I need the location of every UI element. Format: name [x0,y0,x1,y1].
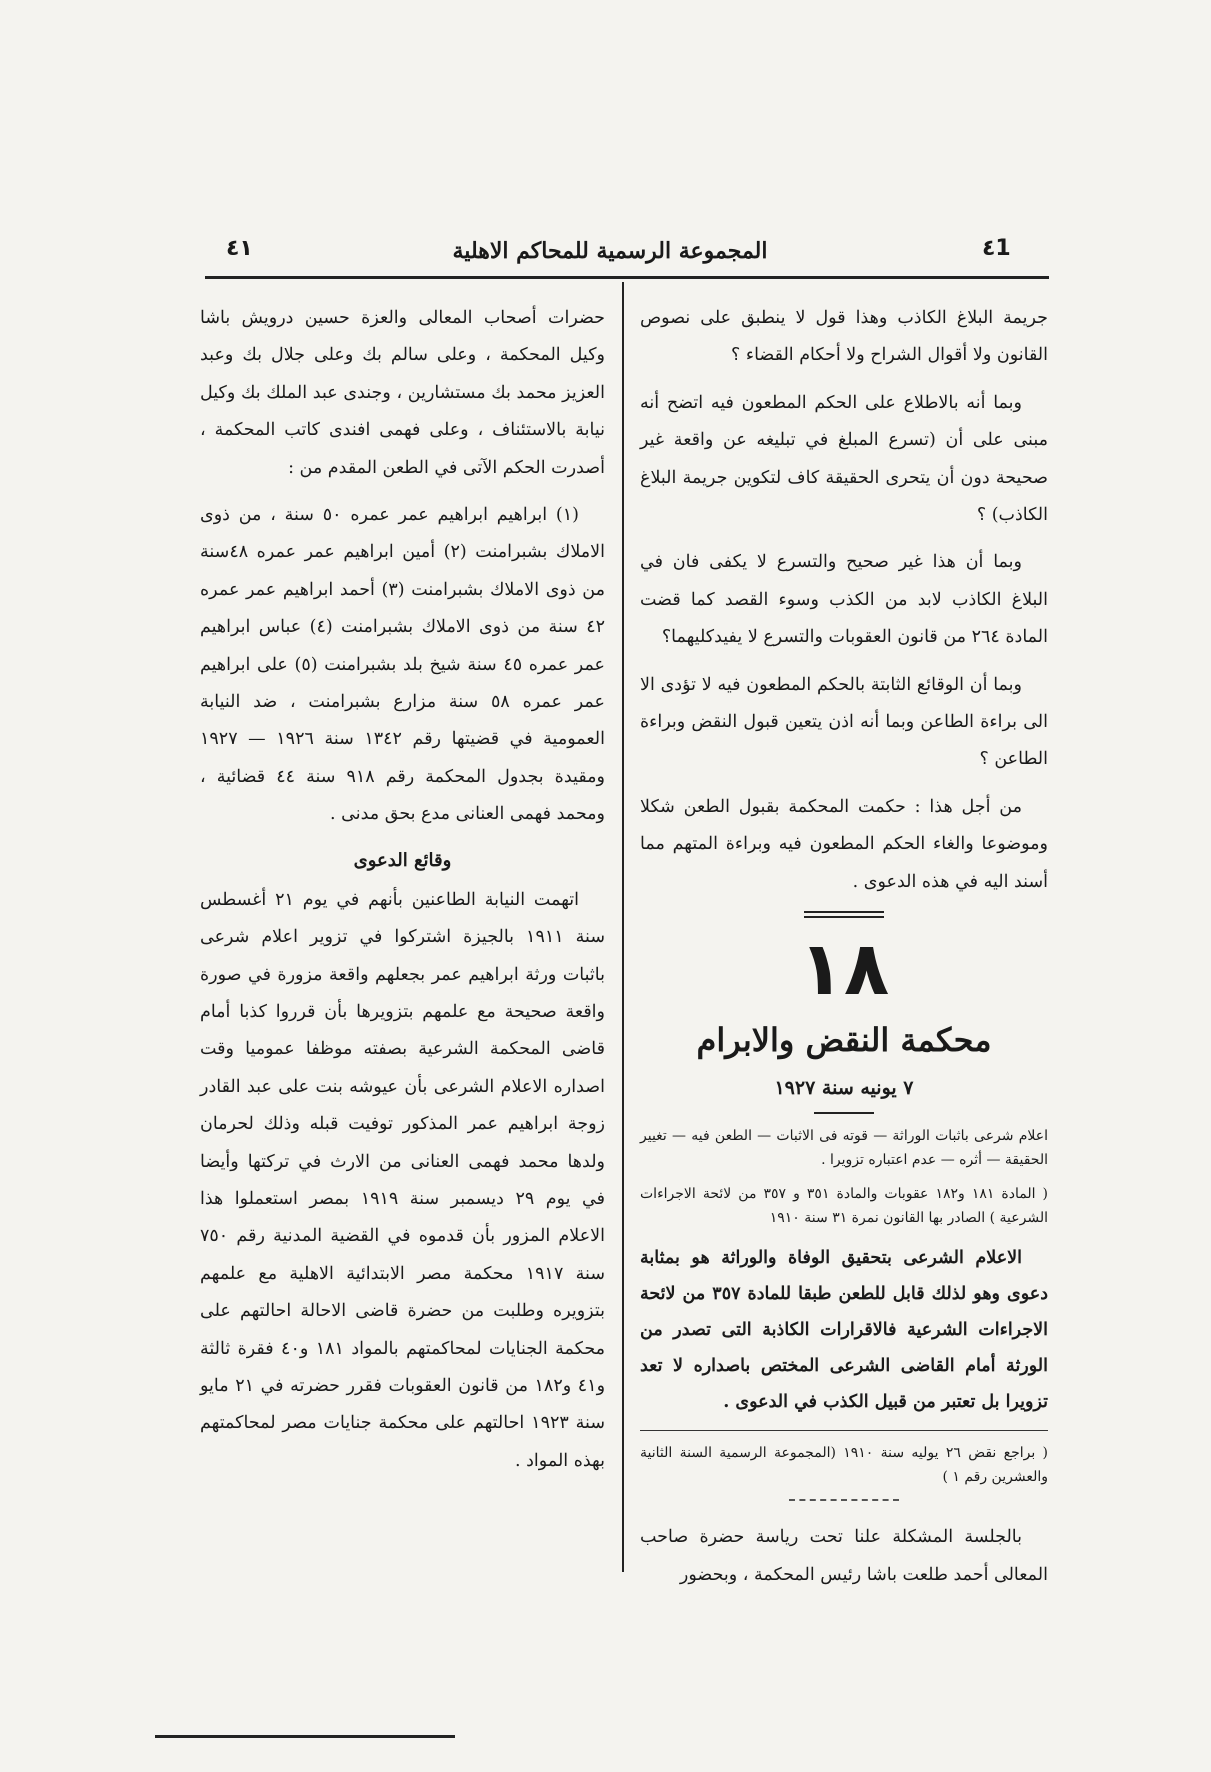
page-number-left: ٤١ [226,236,253,261]
court-name: محكمة النقض والابرام [696,1021,992,1060]
short-rule [814,1112,874,1114]
cross-reference: ( براجع نقض ٢٦ يوليه سنة ١٩١٠ (المجموعة الرسمية السنة الثانية والعشرين رقم ١ ) [640,1445,1049,1486]
keywords: اعلام شرعى باثبات الوراثة — قوته فى الاثبات — الطعن فيه — تغيير الحقيقة — أثره — عدم اعتباره تزويرا . [640,1128,1048,1169]
note-rule [640,1430,1048,1431]
case-number: ١٨ [798,926,890,1013]
section-title: وقائع الدعوى [353,849,452,871]
column-divider [622,282,624,1572]
paragraph: (١) ابراهيم ابراهيم عمر عمره ٥٠ سنة ، من ذوى الاملاك بشبرامنت (٢) أمين ابراهيم عمر عمره ٤٨سنة من ذوى الاملاك بشبرامنت (٣) أحمد ابراهيم عمر عمره ٤٢ سنة من ذوى الاملاك بشبرامنت (٤) عباس ابراهيم عمر عمره ٤٥ سنة شيخ بلد بشبرامنت (٥) على ابراهيم عمر عمره ٥٨ سنة مزارع بشبرامنت ، ضد النيابة العمومية في قضيتها رقم ١٣٤٢ سنة ١٩٢٦ — ١٩٢٧ ومقيدة بجدول المحكمة رقم ٩١٨ سنة ٤٤ قضائية ، ومحمد فهمى العنانى مدع بحق مدنى . [200,505,606,825]
law-references: ( المادة ١٨١ و١٨٢ عقوبات والمادة ٣٥١ و ٣٥٧ من لائحة الاجراءات الشرعية ) الصادر بها القانون نمرة ٣١ سنة ١٩١٠ [640,1186,1048,1227]
paragraph: جريمة البلاغ الكاذب وهذا قول لا ينطبق على نصوص القانون ولا أقوال الشراح ولا أحكام القضاء ؟ [640,308,1048,366]
case-date: ٧ يونيه سنة ١٩٢٧ [774,1077,914,1100]
header-rule [205,276,1049,279]
paragraph: وبما أنه بالاطلاع على الحكم المطعون فيه اتضح أنه مبنى على أن (تسرع المبلغ في تبليغه عن واقعة غير صحيحة دون أن يتحرى الحقيقة كاف لتكوين جريمة البلاغ الكاذب) ؟ [640,392,1048,526]
right-column [640,300,1048,1604]
verdict-paragraph: من أجل هذا : حكمت المحكمة بقبول الطعن شكلا وموضوعا والغاء الحكم المطعون فيه وبراءة المتهم مما أسند اليه في هذه الدعوى . [640,796,1048,892]
page-number-right: ٤1 [982,236,1011,261]
left-column [200,300,605,1490]
paragraph: وبما أن الوقائع الثابتة بالحكم المطعون فيه لا تؤدى الا الى براءة الطاعن وبما أنه اذن يتعين قبول النقض وبراءة الطاعن ؟ [640,674,1048,770]
session-intro: بالجلسة المشكلة علنا تحت رياسة حضرة صاحب المعالى أحمد طلعت باشا رئيس المحكمة ، وبحضور [640,1527,1048,1585]
double-rule [804,911,884,918]
legal-principle: الاعلام الشرعى بتحقيق الوفاة والوراثة هو بمثابة دعوى وهو لذلك قابل للطعن طبقا للمادة ٣٥٧ من لائحة الاجراءات الشرعية فالاقرارات الكاذبة التى تصدر من الورثة أمام القاضى الشرعى المختص باصداره لا تعد تزويرا بل تعتبر من قبيل الكذب في الدعوى . [640,1248,1048,1413]
dashed-rule [789,1499,899,1501]
paragraph: حضرات أصحاب المعالى والعزة حسين درويش باشا وكيل المحكمة ، وعلى سالم بك وعلى جلال بك وعبد العزيز محمد بك مستشارين ، وجندى عبد الملك بك وكيل نيابة بالاستئناف ، وعلى فهمى افندى كاتب المحكمة ، أصدرت الحكم الآتى في الطعن المقدم من : [200,308,605,478]
paragraph: اتهمت النيابة الطاعنين بأنهم في يوم ٢١ أغسطس سنة ١٩١١ بالجيزة اشتركوا في تزوير اعلام شرعى باثبات ورثة ابراهيم عمر بجعلهم واقعة مزورة في صورة واقعة صحيحة مع علمهم بتزويرها بأن قرروا كذبا أمام قاضى المحكمة الشرعية بصفته موظفا عموميا وقت اصداره الاعلام الشرعى بأن عيوشه بنت على عبد القادر زوجة ابراهيم عمر المذكور توفيت قبله وذلك لحرمان ولدها محمد فهمى العنانى من الارث في تركتها وأيضا في يوم ٢٩ ديسمبر سنة ١٩١٩ بمصر استعملوا هذا الاعلام المزور بأن قدموه في القضية المدنية رقم ٧٥٠ سنة ١٩١٧ محكمة مصر الابتدائية الاهلية مع علمهم بتزويره وطلبت من حضرة قاضى الاحالة احالتهم على محكمة الجنايات لمحاكمتهم بالمواد ١٨١ و٤٠ فقرة ثالثة و٤١ و١٨٢ من قانون العقوبات فقرر حضرته في ٢١ مايو سنة ١٩٢٣ احالتهم على محكمة جنايات مصر لمحاكمتهم بهذه المواد . [200,889,606,1471]
running-title: المجموعة الرسمية للمحاكم الاهلية [452,238,768,264]
bottom-rule [155,1735,455,1738]
paragraph: وبما أن هذا غير صحيح والتسرع لا يكفى فان في البلاغ الكاذب لابد من الكذب وسوء القصد كما قضت المادة ٢٦٤ من قانون العقوبات والتسرع لا يفيدكليهما؟ [640,552,1048,648]
